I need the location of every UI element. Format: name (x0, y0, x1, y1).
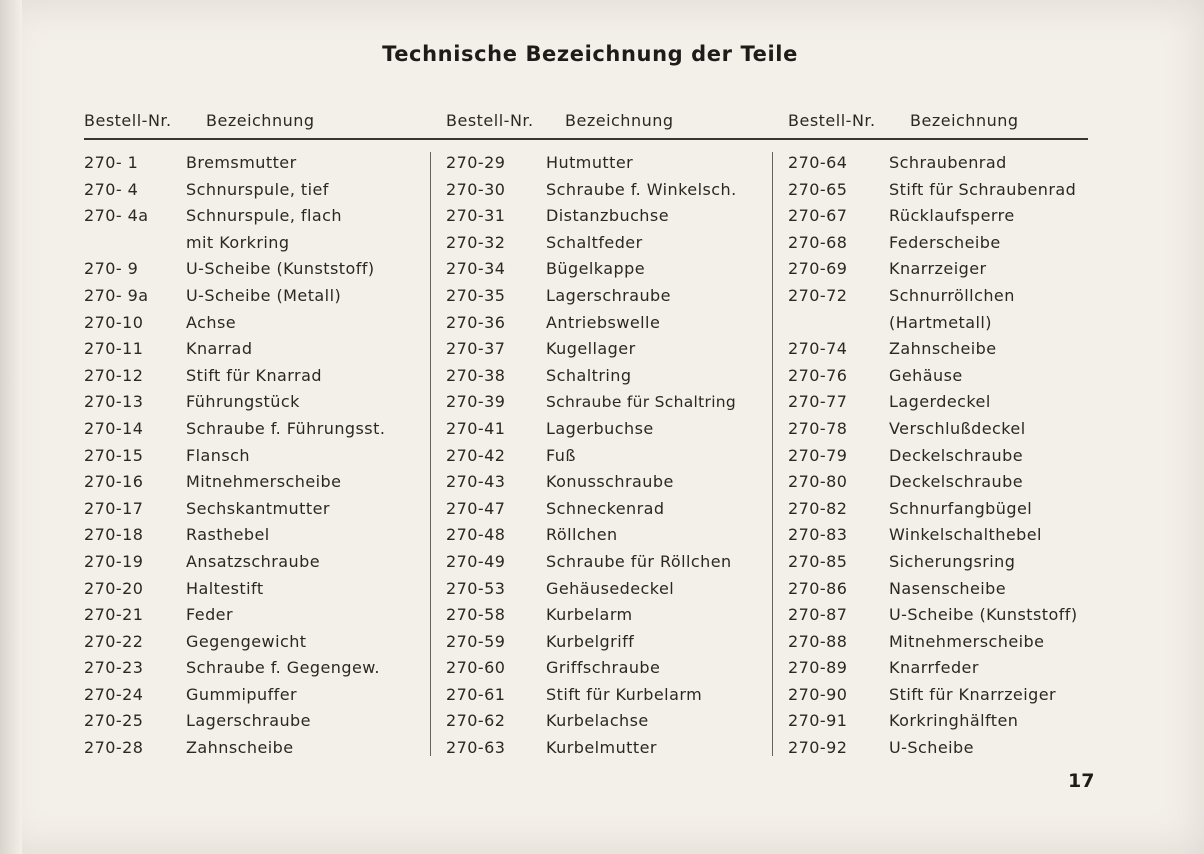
part-name: Schnurspule, flach (186, 206, 342, 226)
parts-row (788, 576, 1098, 603)
part-number: 270-48 (446, 525, 506, 545)
part-number: 270-16 (84, 472, 144, 492)
part-name: Schraube f. Gegengew. (186, 658, 380, 678)
part-number: 270-15 (84, 445, 144, 465)
parts-row (84, 389, 424, 416)
part-number: 270-13 (84, 392, 144, 412)
parts-row (84, 416, 424, 443)
part-number: 270-25 (84, 711, 144, 731)
parts-row (788, 150, 1098, 177)
parts-row (446, 310, 771, 337)
part-name: Bremsmutter (186, 153, 297, 172)
part-number: 270-87 (788, 605, 848, 625)
parts-row (84, 283, 424, 310)
part-number: 270-28 (84, 738, 144, 758)
parts-row (788, 549, 1098, 576)
part-number: 270-35 (446, 285, 506, 305)
part-number: 270-90 (788, 684, 848, 704)
part-number: 270-42 (446, 445, 506, 465)
parts-row (84, 469, 424, 496)
parts-row (788, 469, 1098, 496)
parts-row (446, 469, 771, 496)
part-number: 270-92 (788, 738, 848, 758)
column-divider-1 (430, 152, 431, 756)
parts-row (446, 230, 771, 257)
parts-row (84, 522, 424, 549)
parts-row (446, 522, 771, 549)
part-number: 270-47 (446, 498, 506, 518)
part-name: Flansch (186, 445, 251, 465)
part-name: Gehäusedeckel (546, 578, 675, 598)
part-name: Sicherungsring (889, 551, 1016, 571)
part-name: Knarrzeiger (889, 259, 987, 279)
parts-row (788, 629, 1098, 656)
part-number: 270- 1 (84, 153, 139, 172)
part-name: Stift für Kurbelarm (546, 684, 703, 704)
part-name: Konusschraube (546, 472, 674, 492)
parts-row (788, 283, 1098, 336)
part-number: 270-14 (84, 418, 144, 438)
parts-row (84, 549, 424, 576)
part-number: 270-18 (84, 525, 144, 545)
part-name: Röllchen (546, 525, 618, 545)
part-name: Mitnehmerscheibe (186, 472, 342, 492)
parts-row (84, 708, 424, 735)
part-name: Rasthebel (186, 525, 270, 545)
parts-column-3 (788, 150, 1098, 762)
part-name: Stift für Schraubenrad (889, 179, 1077, 199)
part-name-continuation: (Hartmetall) (889, 312, 992, 332)
part-name: Haltestift (186, 578, 264, 598)
column-divider-2 (772, 152, 773, 756)
parts-row (788, 256, 1098, 283)
parts-row (446, 576, 771, 603)
parts-row (788, 496, 1098, 523)
part-number: 270-30 (446, 179, 506, 199)
part-number: 270-32 (446, 232, 506, 252)
parts-row (788, 443, 1098, 470)
part-name: Verschlußdeckel (889, 418, 1026, 438)
parts-row (788, 203, 1098, 230)
part-number: 270-19 (84, 551, 144, 571)
parts-row (446, 203, 771, 230)
part-number: 270- 9 (84, 259, 139, 279)
part-name: Schraube f. Führungsst. (186, 418, 386, 438)
part-name: Schaltring (546, 365, 632, 385)
part-number: 270-49 (446, 551, 506, 571)
part-name: Lagerschraube (546, 285, 671, 305)
part-name: Kurbelgriff (546, 631, 635, 651)
part-name: Kurbelmutter (546, 738, 657, 758)
part-number: 270- 9a (84, 285, 149, 305)
part-name: Knarrfeder (889, 658, 979, 678)
part-name: Griffschraube (546, 658, 661, 678)
parts-row (84, 203, 424, 256)
parts-row (446, 629, 771, 656)
part-name: Korkringhälften (889, 711, 1019, 731)
part-number: 270-64 (788, 153, 848, 172)
part-number: 270-78 (788, 418, 848, 438)
parts-row (788, 602, 1098, 629)
part-name: Kurbelachse (546, 711, 649, 731)
parts-row (84, 602, 424, 629)
part-name: Bügelkappe (546, 259, 646, 279)
header-bestell-nr: Bestell-Nr. (788, 111, 876, 130)
part-name: Achse (186, 312, 237, 332)
part-number: 270-17 (84, 498, 144, 518)
part-number: 270-80 (788, 472, 848, 492)
parts-row (84, 496, 424, 523)
parts-row (446, 256, 771, 283)
part-number: 270-36 (446, 312, 506, 332)
part-name: U-Scheibe (Kunststoff) (186, 259, 375, 279)
parts-row (84, 655, 424, 682)
part-name: Knarrad (186, 339, 253, 359)
part-number: 270-65 (788, 179, 848, 199)
parts-row (788, 177, 1098, 204)
part-number: 270-21 (84, 605, 144, 625)
header-bezeichnung: Bezeichnung (910, 111, 1019, 130)
part-number: 270-72 (788, 285, 848, 305)
parts-row (84, 682, 424, 709)
part-number: 270-23 (84, 658, 144, 678)
parts-row (84, 177, 424, 204)
part-number: 270- 4a (84, 206, 149, 226)
page-title: Technische Bezeichnung der Teile (382, 42, 798, 66)
part-number: 270-61 (446, 684, 506, 704)
part-name: Führungstück (186, 392, 300, 412)
part-number: 270-11 (84, 339, 144, 359)
part-name: Lagerschraube (186, 711, 311, 731)
part-number: 270-34 (446, 259, 506, 279)
part-number: 270-58 (446, 605, 506, 625)
part-name: Mitnehmerscheibe (889, 631, 1045, 651)
part-name: Zahnscheibe (889, 339, 997, 359)
parts-row (84, 629, 424, 656)
parts-row (446, 336, 771, 363)
part-name: Winkelschalthebel (889, 525, 1042, 545)
parts-row (446, 363, 771, 390)
part-number: 270-79 (788, 445, 848, 465)
part-number: 270-83 (788, 525, 848, 545)
part-name: Schraubenrad (889, 153, 1007, 172)
part-number: 270-76 (788, 365, 848, 385)
parts-row (446, 389, 771, 416)
part-name: Feder (186, 605, 233, 625)
part-name: Antriebswelle (546, 312, 661, 332)
part-name: Fuß (546, 445, 576, 465)
parts-row (84, 443, 424, 470)
part-number: 270-31 (446, 206, 506, 226)
part-name-continuation: mit Korkring (186, 232, 290, 252)
part-number: 270- 4 (84, 179, 139, 199)
parts-row (788, 522, 1098, 549)
parts-row (788, 363, 1098, 390)
part-name: Deckelschraube (889, 472, 1024, 492)
parts-row (84, 576, 424, 603)
parts-row (788, 230, 1098, 257)
part-number: 270-10 (84, 312, 144, 332)
parts-row (446, 549, 771, 576)
parts-row (446, 150, 771, 177)
part-number: 270-62 (446, 711, 506, 731)
part-number: 270-12 (84, 365, 144, 385)
header-bestell-nr: Bestell-Nr. (84, 111, 172, 130)
part-number: 270-88 (788, 631, 848, 651)
parts-row (788, 336, 1098, 363)
part-number: 270-43 (446, 472, 506, 492)
page-number: 17 (1068, 770, 1095, 792)
part-name: Schnurspule, tief (186, 179, 329, 199)
part-number: 270-69 (788, 259, 848, 279)
parts-column-1 (84, 150, 424, 762)
part-name: Schaltfeder (546, 232, 643, 252)
parts-row (446, 443, 771, 470)
parts-row (84, 735, 424, 762)
part-name: Hutmutter (546, 153, 634, 172)
part-number: 270-74 (788, 339, 848, 359)
part-number: 270-68 (788, 232, 848, 252)
parts-row (446, 177, 771, 204)
header-bezeichnung: Bezeichnung (565, 111, 674, 130)
part-name: Stift für Knarrzeiger (889, 684, 1057, 704)
part-name: Schneckenrad (546, 498, 665, 518)
part-number: 270-85 (788, 551, 848, 571)
part-name: Stift für Knarrad (186, 365, 322, 385)
part-name: Gegengewicht (186, 631, 307, 651)
part-name: Schraube für Schaltring (546, 393, 737, 412)
part-number: 270-63 (446, 738, 506, 758)
part-name: Schraube f. Winkelsch. (546, 179, 737, 199)
parts-row (84, 363, 424, 390)
part-number: 270-29 (446, 153, 506, 172)
parts-row (788, 708, 1098, 735)
parts-row (788, 682, 1098, 709)
part-name: Gummipuffer (186, 684, 298, 704)
part-name: Lagerdeckel (889, 392, 991, 412)
part-name: Ansatzschraube (186, 551, 320, 571)
part-name: U-Scheibe (Metall) (186, 285, 342, 305)
part-name: Lagerbuchse (546, 418, 654, 438)
part-number: 270-38 (446, 365, 506, 385)
part-number: 270-53 (446, 578, 506, 598)
part-number: 270-39 (446, 392, 506, 412)
header-bezeichnung: Bezeichnung (206, 111, 315, 130)
parts-row (84, 310, 424, 337)
part-number: 270-82 (788, 498, 848, 518)
part-name: U-Scheibe (Kunststoff) (889, 605, 1078, 625)
part-name: Distanzbuchse (546, 206, 669, 226)
parts-row (446, 283, 771, 310)
part-name: Nasenscheibe (889, 578, 1007, 598)
part-name: Schnurröllchen (889, 285, 1015, 305)
part-number: 270-37 (446, 339, 506, 359)
part-name: Schraube für Röllchen (546, 551, 732, 571)
part-number: 270-91 (788, 711, 848, 731)
part-number: 270-20 (84, 578, 144, 598)
part-name: Schnurfangbügel (889, 498, 1033, 518)
part-name: Federscheibe (889, 232, 1001, 252)
part-name: Rücklaufsperre (889, 206, 1015, 226)
part-name: Kurbelarm (546, 605, 633, 625)
header-bestell-nr: Bestell-Nr. (446, 111, 534, 130)
parts-row (788, 389, 1098, 416)
part-number: 270-86 (788, 578, 848, 598)
parts-row (84, 256, 424, 283)
parts-row (84, 150, 424, 177)
parts-column-2 (446, 150, 771, 762)
part-name: Kugellager (546, 339, 636, 359)
parts-row (446, 416, 771, 443)
part-number: 270-59 (446, 631, 506, 651)
header-rule (84, 138, 1088, 140)
parts-row (84, 336, 424, 363)
part-name: Deckelschraube (889, 445, 1024, 465)
part-number: 270-89 (788, 658, 848, 678)
parts-row (788, 735, 1098, 762)
part-number: 270-24 (84, 684, 144, 704)
part-name: Sechskantmutter (186, 498, 330, 518)
part-number: 270-22 (84, 631, 144, 651)
part-number: 270-60 (446, 658, 506, 678)
part-number: 270-41 (446, 418, 506, 438)
parts-row (788, 416, 1098, 443)
part-number: 270-77 (788, 392, 848, 412)
parts-row (446, 655, 771, 682)
parts-row (446, 735, 771, 762)
parts-row (446, 682, 771, 709)
parts-row (446, 496, 771, 523)
part-name: Gehäuse (889, 365, 963, 385)
part-number: 270-67 (788, 206, 848, 226)
part-name: U-Scheibe (889, 738, 974, 758)
part-name: Zahnscheibe (186, 738, 294, 758)
parts-row (446, 602, 771, 629)
parts-row (788, 655, 1098, 682)
parts-row (446, 708, 771, 735)
